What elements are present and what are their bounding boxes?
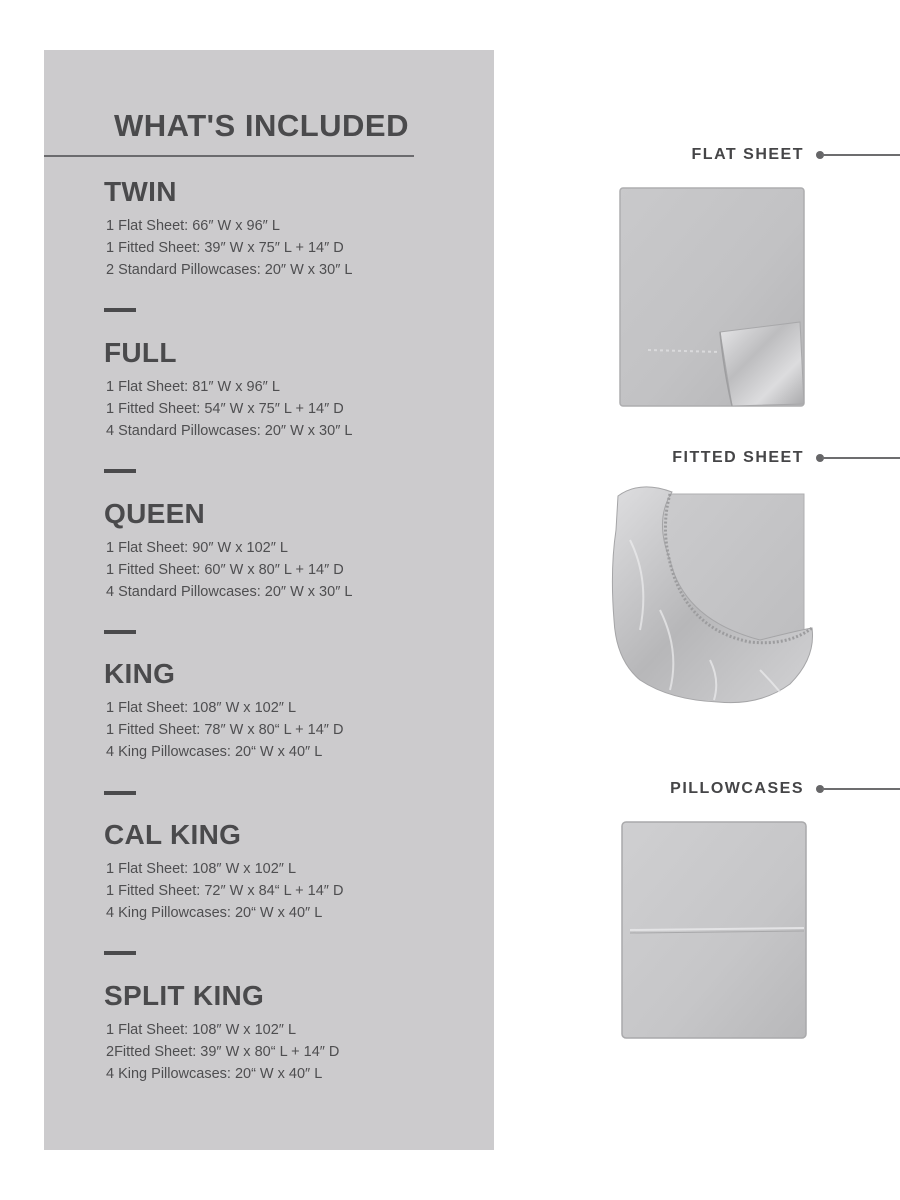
size-line: 1 Flat Sheet: 90″ W x 102″ L: [106, 540, 288, 556]
size-line: 1 Flat Sheet: 108″ W x 102″ L: [106, 1022, 297, 1038]
size-line: 4 King Pillowcases: 20“ W x 40″ L: [106, 1066, 323, 1082]
callout-line: [822, 788, 900, 790]
size-block-twin: [104, 175, 484, 281]
panel-title: WHAT'S INCLUDED: [114, 108, 409, 143]
flat-sheet-image: [612, 182, 812, 414]
size-name: KING: [104, 658, 176, 689]
size-line: 4 King Pillowcases: 20“ W x 40″ L: [106, 905, 323, 921]
separator-dash: [104, 469, 136, 473]
separator-dash: [104, 630, 136, 634]
separator-dash: [104, 308, 136, 312]
callout-line: [822, 457, 900, 459]
size-line: 1 Fitted Sheet: 54″ W x 75″ L + 14″ D: [106, 401, 344, 417]
size-block-queen: [104, 497, 484, 603]
pillowcases-image: [618, 818, 810, 1042]
size-name: SPLIT KING: [104, 980, 265, 1011]
size-line: 2 Standard Pillowcases: 20″ W x 30″ L: [106, 262, 353, 278]
size-block-full: [104, 336, 484, 442]
callout-flat-sheet: [600, 145, 900, 165]
size-name: QUEEN: [104, 498, 206, 529]
size-block-split-king: [104, 979, 484, 1085]
size-line: 1 Fitted Sheet: 78″ W x 80“ L + 14″ D: [106, 722, 344, 738]
size-line: 1 Flat Sheet: 108″ W x 102″ L: [106, 700, 297, 716]
callout-label: PILLOWCASES: [670, 780, 804, 797]
size-block-cal-king: [104, 818, 484, 924]
size-line: 4 King Pillowcases: 20“ W x 40″ L: [106, 744, 323, 760]
callout-label: FLAT SHEET: [691, 146, 804, 163]
size-line: 1 Flat Sheet: 81″ W x 96″ L: [106, 379, 280, 395]
separator-dash: [104, 951, 136, 955]
size-block-king: [104, 657, 484, 763]
whats-included-panel: [44, 50, 494, 1150]
size-name: FULL: [104, 337, 177, 368]
size-line: 1 Flat Sheet: 66″ W x 96″ L: [106, 218, 280, 234]
size-line: 1 Fitted Sheet: 60″ W x 80″ L + 14″ D: [106, 562, 344, 578]
callout-pillowcases: [600, 779, 900, 799]
size-line: 1 Fitted Sheet: 72″ W x 84“ L + 14″ D: [106, 883, 344, 899]
fitted-sheet-image: [610, 480, 820, 708]
size-line: 4 Standard Pillowcases: 20″ W x 30″ L: [106, 584, 353, 600]
separator-dash: [104, 791, 136, 795]
title-divider: [44, 155, 414, 157]
size-line: 1 Flat Sheet: 108″ W x 102″ L: [106, 861, 297, 877]
size-name: CAL KING: [104, 819, 242, 850]
size-line: 2Fitted Sheet: 39″ W x 80“ L + 14″ D: [106, 1044, 340, 1060]
size-name: TWIN: [104, 176, 177, 207]
size-line: 4 Standard Pillowcases: 20″ W x 30″ L: [106, 423, 353, 439]
callout-label: FITTED SHEET: [672, 449, 804, 466]
callout-line: [822, 154, 900, 156]
callout-fitted-sheet: [600, 448, 900, 468]
size-line: 1 Fitted Sheet: 39″ W x 75″ L + 14″ D: [106, 240, 344, 256]
